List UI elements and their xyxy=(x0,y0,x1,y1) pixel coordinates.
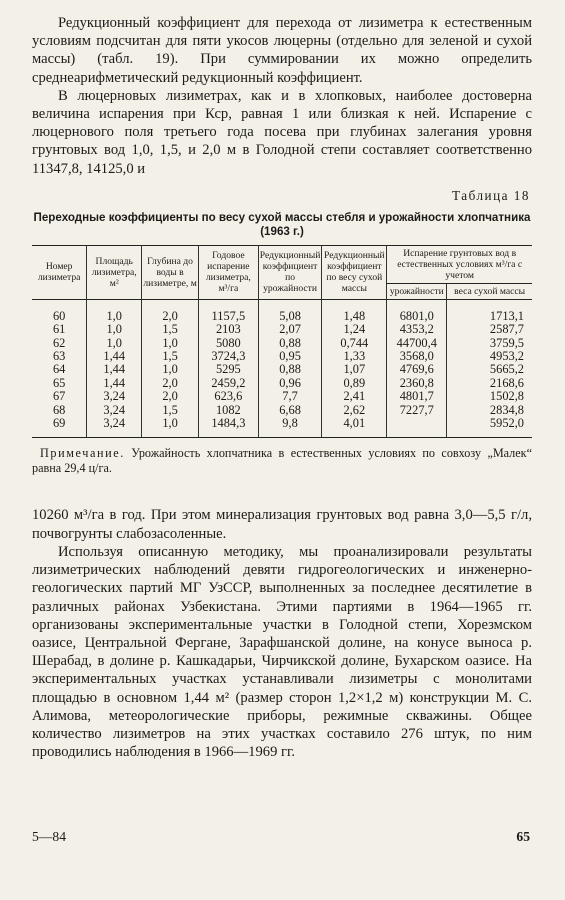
cell: 1157,5 xyxy=(198,299,258,323)
table-row xyxy=(32,404,532,417)
table-label: Таблица 18 xyxy=(452,187,530,203)
header-natural-evaporation-group: Испарение грунтовых вод в естественных условиях м³/га с учетом xyxy=(387,245,532,283)
cell: 0,88 xyxy=(258,337,322,350)
header-annual-evaporation: Годовое испарение лизиметра, м³/га xyxy=(198,245,258,299)
cell xyxy=(387,417,447,438)
cell: 3759,5 xyxy=(447,337,532,350)
printer-signature: 5—84 xyxy=(32,829,66,844)
cell: 1,33 xyxy=(322,350,387,363)
cell: 7,7 xyxy=(258,390,322,403)
table-row xyxy=(32,363,532,376)
cell: 5665,2 xyxy=(447,363,532,376)
cell: 4769,6 xyxy=(387,363,447,376)
cell: 2168,6 xyxy=(447,377,532,390)
table-row xyxy=(32,377,532,390)
table-row xyxy=(32,417,532,438)
header-coef-yield: Редукционный коэффициент по урожайности xyxy=(258,245,322,299)
cell: 1,24 xyxy=(322,323,387,336)
table-row xyxy=(32,390,532,403)
table-row xyxy=(32,337,532,350)
paragraph-reduction-coefficient: Редукционный коэффициент для перехода от лизиметра к естественным условиям подсчитан для пяти укосов люцерны (отдельно для зеленой и сухой массы) (табл. 19). При суммировании их можно определить среднеарифметический редукционный коэффициент. xyxy=(32,15,532,86)
table-title: Переходные коэффициенты по весу сухой массы стебля и урожайности хлопчатника (1963 г.) xyxy=(33,210,531,238)
cell: 64 xyxy=(52,362,66,377)
cell: 4353,2 xyxy=(387,323,447,336)
table-row xyxy=(32,323,532,336)
cell: 1502,8 xyxy=(447,390,532,403)
cell: 1,44 xyxy=(87,350,142,363)
cell: 1484,3 xyxy=(198,417,258,438)
note-label: Примечание. xyxy=(40,446,125,461)
cell: 1,0 xyxy=(142,337,199,350)
cell: 63 xyxy=(52,349,66,364)
document-page xyxy=(32,14,532,761)
cell: 2587,7 xyxy=(447,323,532,336)
cell: 2459,2 xyxy=(198,377,258,390)
cell: 1,0 xyxy=(142,363,199,376)
cell: 2,41 xyxy=(322,390,387,403)
cell: 1713,1 xyxy=(447,299,532,323)
cell: 67 xyxy=(52,389,66,404)
cell: 62 xyxy=(52,335,66,350)
cell: 3568,0 xyxy=(387,350,447,363)
cell: 1,44 xyxy=(87,377,142,390)
cell: 1,44 xyxy=(87,363,142,376)
cell: 5952,0 xyxy=(447,417,532,438)
cell: 68 xyxy=(52,402,66,417)
cell: 44700,4 xyxy=(387,337,447,350)
note-text: Урожайность хлопчатника в естественных условиях по совхозу „Малек“ равна 29,4 ц/га. xyxy=(32,446,533,476)
cell: 61 xyxy=(52,322,66,337)
cell: 0,89 xyxy=(322,377,387,390)
cell: 2,0 xyxy=(142,390,199,403)
cell: 623,6 xyxy=(198,390,258,403)
table-row xyxy=(32,350,532,363)
header-by-dry-mass: веса сухой массы xyxy=(447,283,532,299)
header-lysimeter-number: Номер лизиметра xyxy=(32,245,87,299)
cell: 2834,8 xyxy=(447,404,532,417)
header-by-yield: урожайности xyxy=(387,283,447,299)
cell: 1,0 xyxy=(87,299,142,323)
header-lysimeter-area: Площадь лизиметра, м² xyxy=(87,245,142,299)
cell: 1,48 xyxy=(322,299,387,323)
header-water-depth: Глубина до воды в лизиметре, м xyxy=(142,245,199,299)
cell: 2360,8 xyxy=(387,377,447,390)
cell: 0,88 xyxy=(258,363,322,376)
cell: 7227,7 xyxy=(387,404,447,417)
cell: 0,744 xyxy=(322,337,387,350)
cell: 3,24 xyxy=(87,390,142,403)
paragraph-methodology: Используя описанную методику, мы проанализировали результаты лизиметрических наблюдений девяти гидрогеологических и инженерно-геологических партий МГ УзССР, выполненных за последнее десятилетие в различных районах Узбекистана. Этими партиями в 1964—1965 гг. организованы экспериментальные участки в Голодной степи, Хорезмском оазисе, Центральной Фергане, Зарафшанской долине, на конусе выноса р. Шерабад, в долине р. Кашкадарьи, Чирчикской долине, Бухарском оазисе. На экспериментальных участках устанавливали лизиметры с монолитами площадью в основном 1,44 м² (размер сторон 1,2×1,2 м) конструкции М. С. Алимова, метеорологические приборы, режимные скважины. Общее количество лизиметров на этих участках составило 276 штук, по ним проводились наблюдения в 1966—1969 гг. xyxy=(32,543,532,761)
cell: 2,07 xyxy=(258,323,322,336)
table-note xyxy=(32,446,532,476)
cell: 2,0 xyxy=(142,377,199,390)
cell: 5,08 xyxy=(258,299,322,323)
cell: 6,68 xyxy=(258,404,322,417)
cell: 1,07 xyxy=(322,363,387,376)
cell: 65 xyxy=(52,375,66,390)
cell: 2103 xyxy=(198,323,258,336)
cell: 0,95 xyxy=(258,350,322,363)
header-coef-dry-mass: Редукционный коэффициент по весу сухой массы xyxy=(322,245,387,299)
cell: 3,24 xyxy=(87,404,142,417)
paragraph-continuation: 10260 м³/га в год. При этом минерализация грунтовых вод равна 3,0—5,5 г/л, почвогрунты слабозасоленные. xyxy=(32,507,532,542)
table-row xyxy=(32,299,532,323)
cell: 1,5 xyxy=(142,323,199,336)
cell: 2,62 xyxy=(322,404,387,417)
cell: 6801,0 xyxy=(387,299,447,323)
cell: 4,01 xyxy=(322,417,387,438)
paragraph-lucerne-lysimeters: В люцерновых лизиметрах, как и в хлопковых, наиболее достоверна величина испарения при Кср, равная 1 или близкая к ней. Испарение с люцернового поля третьего года посева при глубинах залегания уровня грунтовых вод 1,0, 1,5, и 2,0 м в Голодной степи составляет соответственно 11347,8, 14125,0 и xyxy=(32,87,532,177)
page-number: 65 xyxy=(516,829,530,844)
cell: 1,5 xyxy=(142,350,199,363)
cell: 0,96 xyxy=(258,377,322,390)
cell: 1,0 xyxy=(87,337,142,350)
coefficients-table xyxy=(32,245,532,439)
cell: 1,0 xyxy=(87,323,142,336)
cell: 60 xyxy=(52,308,66,323)
cell: 9,8 xyxy=(258,417,322,438)
cell: 1082 xyxy=(198,404,258,417)
cell: 5080 xyxy=(198,337,258,350)
cell: 69 xyxy=(32,417,87,438)
cell: 1,5 xyxy=(142,404,199,417)
cell: 3724,3 xyxy=(198,350,258,363)
cell: 4801,7 xyxy=(387,390,447,403)
cell: 4953,2 xyxy=(447,350,532,363)
cell: 3,24 xyxy=(87,417,142,438)
cell: 2,0 xyxy=(142,299,199,323)
cell: 1,0 xyxy=(142,417,199,438)
cell: 5295 xyxy=(198,363,258,376)
